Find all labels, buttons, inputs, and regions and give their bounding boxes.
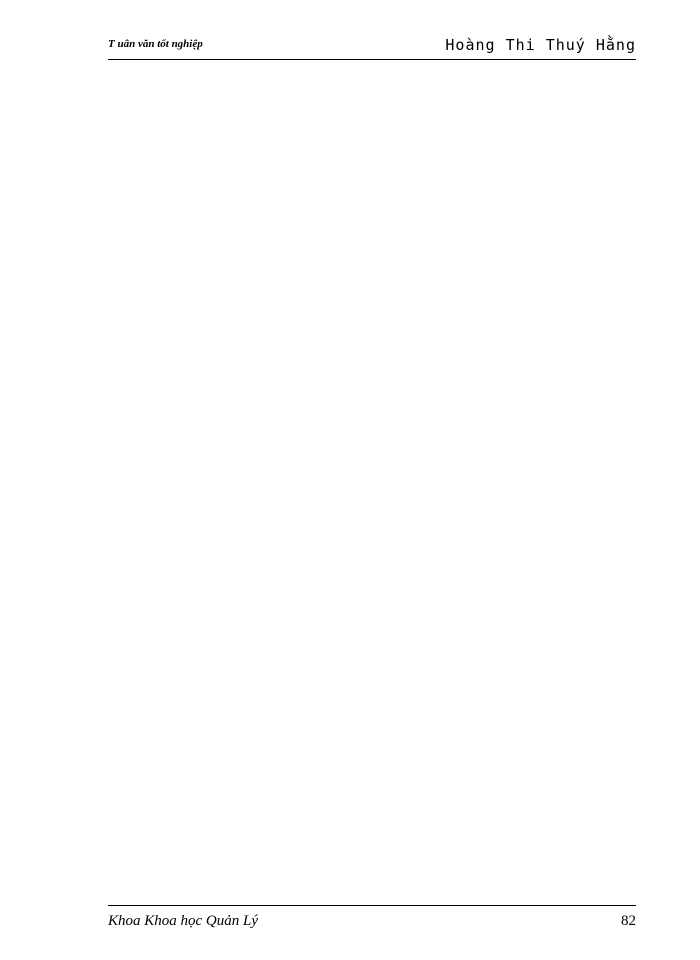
page-number: 82 — [621, 913, 636, 929]
header-divider — [108, 59, 636, 60]
header-thesis-label: T uân văn tốt nghiệp — [108, 38, 203, 50]
header-author-name: Hoàng Thi Thuý Hằng — [445, 36, 636, 54]
footer-faculty: Khoa Khoa học Quản Lý — [108, 913, 258, 929]
page-header — [108, 36, 636, 58]
footer-divider — [108, 905, 636, 906]
